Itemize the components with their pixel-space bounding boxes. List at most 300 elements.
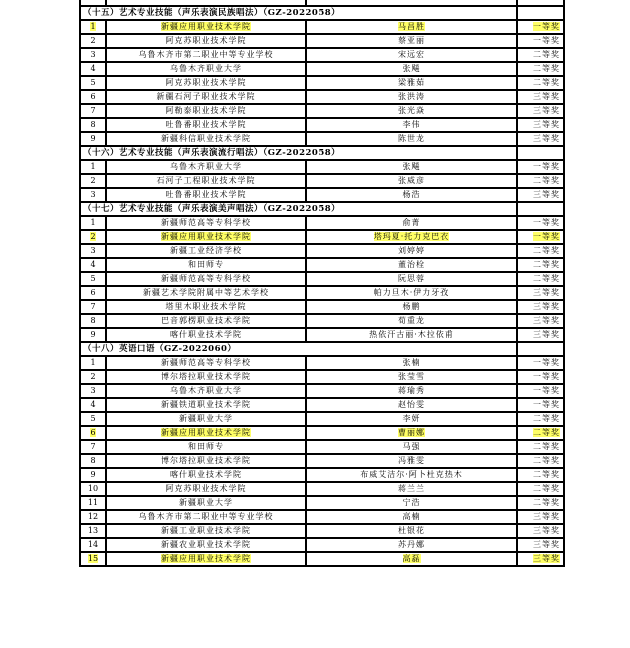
row-number-text: 3 xyxy=(90,190,96,199)
table-row xyxy=(80,20,564,34)
row-number xyxy=(80,104,106,118)
table-row xyxy=(80,174,564,188)
table-row xyxy=(80,412,564,426)
school-name xyxy=(106,370,306,384)
school-name-text: 新疆应用职业技术学院 xyxy=(161,428,251,437)
school-name-text: 博尔塔拉职业技术学院 xyxy=(161,456,251,465)
contestant-name xyxy=(306,524,517,538)
school-name-text: 新疆应用职业技术学院 xyxy=(161,22,251,31)
award-level-text: 一等奖 xyxy=(533,232,560,241)
award-level-text: 三等奖 xyxy=(533,92,560,101)
row-number-text: 6 xyxy=(90,428,96,437)
table-row xyxy=(80,258,564,272)
contestant-name-text: 蒋瑜秀 xyxy=(398,386,425,395)
row-number-text: 5 xyxy=(90,78,96,87)
school-name xyxy=(106,34,306,48)
row-number xyxy=(80,314,106,328)
award-level-text: 二等奖 xyxy=(533,442,560,451)
award-level xyxy=(517,510,564,524)
row-number-text: 3 xyxy=(90,50,96,59)
contestant-name-text: 杜银花 xyxy=(398,526,425,535)
contestant-name xyxy=(306,160,517,174)
table-row xyxy=(80,34,564,48)
contestant-name xyxy=(306,454,517,468)
award-level-text: 一等奖 xyxy=(533,218,560,227)
school-name-text: 新疆农业职业技术学院 xyxy=(161,540,251,549)
row-number-text: 8 xyxy=(90,120,96,129)
table-row xyxy=(80,272,564,286)
contestant-name xyxy=(306,356,517,370)
row-number xyxy=(80,440,106,454)
contestant-name-text: 宋远宏 xyxy=(398,50,425,59)
award-level-text: 二等奖 xyxy=(533,78,560,87)
award-level xyxy=(517,468,564,482)
award-level xyxy=(517,258,564,272)
row-number xyxy=(80,62,106,76)
row-number-text: 8 xyxy=(90,456,96,465)
school-name-text: 乌鲁木齐市第二职业中等专业学校 xyxy=(138,512,274,521)
school-name xyxy=(106,426,306,440)
school-name-text: 和田师专 xyxy=(188,442,224,451)
contestant-name xyxy=(306,384,517,398)
contestant-name xyxy=(306,510,517,524)
school-name-text: 阿克苏职业技术学院 xyxy=(165,36,247,45)
school-name xyxy=(106,454,306,468)
award-level-text: 二等奖 xyxy=(533,50,560,59)
school-name xyxy=(106,524,306,538)
school-name xyxy=(106,384,306,398)
award-level xyxy=(517,174,564,188)
school-name xyxy=(106,328,306,342)
school-name xyxy=(106,216,306,230)
section-header-row xyxy=(80,202,564,216)
row-number xyxy=(80,48,106,62)
award-level-text: 三等奖 xyxy=(533,540,560,549)
award-level-text: 三等奖 xyxy=(533,106,560,115)
row-number-text: 11 xyxy=(87,498,99,507)
row-number xyxy=(80,496,106,510)
school-name xyxy=(106,496,306,510)
table-row xyxy=(80,524,564,538)
row-number xyxy=(80,552,106,566)
contestant-name-text: 杨浩 xyxy=(402,190,421,199)
row-number-text: 1 xyxy=(90,358,96,367)
contestant-name-text: 蔡亚丽 xyxy=(398,36,425,45)
school-name-text: 塔里木职业技术学院 xyxy=(165,302,247,311)
section-header-row xyxy=(80,146,564,160)
award-level xyxy=(517,398,564,412)
contestant-name-text: 曹丽娜 xyxy=(398,428,425,437)
award-level xyxy=(517,384,564,398)
section-header-row xyxy=(80,342,564,356)
table-row xyxy=(80,300,564,314)
contestant-name-text: 宁浩 xyxy=(402,498,421,507)
table-row xyxy=(80,104,564,118)
school-name-text: 新疆科信职业技术学院 xyxy=(161,134,251,143)
school-name xyxy=(106,188,306,202)
table-row xyxy=(80,62,564,76)
award-level-text: 二等奖 xyxy=(533,456,560,465)
school-name xyxy=(106,160,306,174)
school-name xyxy=(106,48,306,62)
award-level xyxy=(517,328,564,342)
contestant-name xyxy=(306,34,517,48)
contestant-name-text: 李妍 xyxy=(402,414,421,423)
award-level xyxy=(517,356,564,370)
contestant-name-text: 马强 xyxy=(402,442,421,451)
contestant-name-text: 张洪涛 xyxy=(398,92,425,101)
contestant-name-text: 热依汗古丽·木拉依甫 xyxy=(369,330,454,339)
award-level xyxy=(517,440,564,454)
award-level-text: 一等奖 xyxy=(533,386,560,395)
contestant-name xyxy=(306,398,517,412)
school-name xyxy=(106,174,306,188)
contestant-name xyxy=(306,440,517,454)
row-number xyxy=(80,398,106,412)
table-row xyxy=(80,76,564,90)
row-number xyxy=(80,524,106,538)
row-number xyxy=(80,76,106,90)
table-row xyxy=(80,482,564,496)
contestant-name-text: 阮思蓉 xyxy=(398,274,425,283)
award-level-text: 一等奖 xyxy=(533,400,560,409)
award-level xyxy=(517,482,564,496)
school-name-text: 喀什职业技术学院 xyxy=(170,330,242,339)
award-level-text: 三等奖 xyxy=(533,330,560,339)
row-number-text: 10 xyxy=(87,484,99,493)
school-name xyxy=(106,132,306,146)
award-level-text: 三等奖 xyxy=(533,120,560,129)
section-award-blank xyxy=(517,202,564,216)
school-name xyxy=(106,356,306,370)
award-level xyxy=(517,552,564,566)
contestant-name xyxy=(306,552,517,566)
contestant-name xyxy=(306,538,517,552)
school-name xyxy=(106,510,306,524)
contestant-name xyxy=(306,328,517,342)
award-level-text: 二等奖 xyxy=(533,484,560,493)
award-level-text: 二等奖 xyxy=(533,246,560,255)
row-number xyxy=(80,160,106,174)
contestant-name-text: 马昌胜 xyxy=(398,22,425,31)
table-row xyxy=(80,132,564,146)
row-number-text: 1 xyxy=(90,162,96,171)
school-name-text: 喀什职业技术学院 xyxy=(170,470,242,479)
contestant-name xyxy=(306,272,517,286)
table-row xyxy=(80,426,564,440)
row-number-text: 6 xyxy=(90,288,96,297)
award-level xyxy=(517,412,564,426)
school-name-text: 阿克苏职业技术学院 xyxy=(165,484,247,493)
school-name-text: 和田师专 xyxy=(188,260,224,269)
award-level xyxy=(517,496,564,510)
row-number xyxy=(80,216,106,230)
row-number xyxy=(80,90,106,104)
row-number xyxy=(80,538,106,552)
award-level-text: 一等奖 xyxy=(533,36,560,45)
table-row xyxy=(80,356,564,370)
contestant-name xyxy=(306,314,517,328)
award-level xyxy=(517,90,564,104)
award-level xyxy=(517,216,564,230)
row-number-text: 14 xyxy=(87,540,99,549)
award-level-text: 三等奖 xyxy=(533,526,560,535)
school-name xyxy=(106,118,306,132)
award-level-text: 二等奖 xyxy=(533,64,560,73)
school-name xyxy=(106,300,306,314)
contestant-name xyxy=(306,48,517,62)
table-row xyxy=(80,468,564,482)
contestant-name xyxy=(306,496,517,510)
award-level-text: 三等奖 xyxy=(533,302,560,311)
school-name-text: 新疆应用职业技术学院 xyxy=(161,232,251,241)
school-name xyxy=(106,468,306,482)
contestant-name-text: 布威艾洁尔·阿卜杜克热木 xyxy=(360,470,463,479)
award-level-text: 三等奖 xyxy=(533,288,560,297)
school-name xyxy=(106,76,306,90)
award-level-text: 一等奖 xyxy=(533,162,560,171)
school-name-text: 乌鲁木齐职业大学 xyxy=(170,386,242,395)
table-row xyxy=(80,370,564,384)
row-number xyxy=(80,272,106,286)
school-name xyxy=(106,90,306,104)
row-number-text: 4 xyxy=(90,260,96,269)
table-row xyxy=(80,496,564,510)
award-level xyxy=(517,244,564,258)
contestant-name xyxy=(306,132,517,146)
row-number xyxy=(80,426,106,440)
contestant-name xyxy=(306,188,517,202)
row-number xyxy=(80,188,106,202)
contestant-name xyxy=(306,482,517,496)
school-name xyxy=(106,538,306,552)
school-name-text: 石河子工程职业技术学院 xyxy=(156,176,256,185)
row-number xyxy=(80,174,106,188)
contestant-name-text: 帕力旦木·伊力牙孜 xyxy=(373,288,450,297)
school-name-text: 新疆师范高等专科学校 xyxy=(161,358,251,367)
table-row xyxy=(80,454,564,468)
award-level xyxy=(517,34,564,48)
contestant-name xyxy=(306,104,517,118)
school-name-text: 新疆工业职业技术学院 xyxy=(161,526,251,535)
section-award-blank xyxy=(517,146,564,160)
award-level xyxy=(517,524,564,538)
table-row xyxy=(80,440,564,454)
school-name-text: 新疆职业大学 xyxy=(179,498,233,507)
table-row xyxy=(80,90,564,104)
row-number xyxy=(80,230,106,244)
award-level-text: 一等奖 xyxy=(533,372,560,381)
row-number-text: 2 xyxy=(90,232,96,241)
contestant-name-text: 张威彦 xyxy=(398,176,425,185)
award-level-text: 二等奖 xyxy=(533,260,560,269)
row-number-text: 6 xyxy=(90,92,96,101)
school-name xyxy=(106,440,306,454)
school-name xyxy=(106,258,306,272)
row-number xyxy=(80,258,106,272)
award-level-text: 三等奖 xyxy=(533,512,560,521)
row-number xyxy=(80,118,106,132)
award-level xyxy=(517,118,564,132)
award-level xyxy=(517,426,564,440)
section-award-blank xyxy=(517,6,564,20)
award-level-text: 三等奖 xyxy=(533,554,560,563)
table-row xyxy=(80,384,564,398)
row-number-text: 7 xyxy=(90,106,96,115)
school-name-text: 乌鲁木齐职业大学 xyxy=(170,64,242,73)
school-name xyxy=(106,62,306,76)
award-level xyxy=(517,48,564,62)
award-level-text: 二等奖 xyxy=(533,414,560,423)
row-number-text: 4 xyxy=(90,400,96,409)
award-level xyxy=(517,62,564,76)
contestant-name-text: 赵怡雯 xyxy=(398,400,425,409)
row-number xyxy=(80,454,106,468)
row-number xyxy=(80,132,106,146)
contestant-name xyxy=(306,62,517,76)
award-level xyxy=(517,370,564,384)
school-name xyxy=(106,272,306,286)
contestant-name xyxy=(306,426,517,440)
row-number-text: 8 xyxy=(90,316,96,325)
contestant-name-text: 梁雅茹 xyxy=(398,78,425,87)
award-level-text: 二等奖 xyxy=(533,498,560,507)
contestant-name xyxy=(306,20,517,34)
award-level xyxy=(517,160,564,174)
award-level-text: 一等奖 xyxy=(533,22,560,31)
table-row xyxy=(80,314,564,328)
row-number-text: 13 xyxy=(87,526,99,535)
row-number-text: 9 xyxy=(90,470,96,479)
row-number-text: 5 xyxy=(90,274,96,283)
table-row xyxy=(80,286,564,300)
table-row xyxy=(80,538,564,552)
award-level xyxy=(517,272,564,286)
school-name-text: 新疆铁道职业技术学院 xyxy=(161,400,251,409)
school-name-text: 乌鲁木齐市第二职业中等专业学校 xyxy=(138,50,274,59)
contestant-name xyxy=(306,244,517,258)
award-level xyxy=(517,20,564,34)
section-title: （十六）艺术专业技能（声乐表演流行唱法）（GZ-2022058） xyxy=(80,146,517,160)
table-row xyxy=(80,244,564,258)
row-number-text: 2 xyxy=(90,36,96,45)
table-row xyxy=(80,48,564,62)
row-number-text: 2 xyxy=(90,372,96,381)
contestant-name xyxy=(306,286,517,300)
row-number-text: 15 xyxy=(87,554,99,563)
award-level xyxy=(517,300,564,314)
award-level xyxy=(517,132,564,146)
contestant-name-text: 陈世龙 xyxy=(398,134,425,143)
school-name-text: 阿勒泰职业技术学院 xyxy=(165,106,247,115)
row-number xyxy=(80,34,106,48)
award-level-text: 三等奖 xyxy=(533,134,560,143)
school-name xyxy=(106,20,306,34)
school-name-text: 新疆师范高等专科学校 xyxy=(161,218,251,227)
contestant-name-text: 荀重龙 xyxy=(398,316,425,325)
school-name-text: 新疆石河子职业技术学院 xyxy=(156,92,256,101)
award-level xyxy=(517,104,564,118)
school-name-text: 新疆艺术学院附属中等艺术学校 xyxy=(143,288,269,297)
award-level-text: 三等奖 xyxy=(533,316,560,325)
contestant-name xyxy=(306,300,517,314)
school-name-text: 博尔塔拉职业技术学院 xyxy=(161,372,251,381)
row-number-text: 5 xyxy=(90,414,96,423)
section-award-blank xyxy=(517,342,564,356)
row-number-text: 9 xyxy=(90,330,96,339)
row-number xyxy=(80,510,106,524)
award-level xyxy=(517,314,564,328)
row-number-text: 3 xyxy=(90,386,96,395)
row-number xyxy=(80,370,106,384)
award-level xyxy=(517,454,564,468)
table-row xyxy=(80,328,564,342)
contestant-name xyxy=(306,216,517,230)
contestant-name xyxy=(306,90,517,104)
school-name xyxy=(106,286,306,300)
school-name xyxy=(106,244,306,258)
section-title: （十五）艺术专业技能（声乐表演民族唱法）（GZ-2022058） xyxy=(80,6,517,20)
award-level-text: 二等奖 xyxy=(533,176,560,185)
section-title: （十八）英语口语（GZ-2022060） xyxy=(80,342,517,356)
row-number xyxy=(80,412,106,426)
row-number-text: 1 xyxy=(90,22,96,31)
school-name xyxy=(106,314,306,328)
school-name-text: 新疆应用职业技术学院 xyxy=(161,554,251,563)
award-level-text: 二等奖 xyxy=(533,470,560,479)
contestant-name xyxy=(306,118,517,132)
contestant-name xyxy=(306,174,517,188)
school-name-text: 新疆职业大学 xyxy=(179,414,233,423)
contestant-name-text: 苏丹娜 xyxy=(398,540,425,549)
school-name-text: 乌鲁木齐职业大学 xyxy=(170,162,242,171)
school-name-text: 吐鲁番职业技术学院 xyxy=(165,120,247,129)
award-level xyxy=(517,230,564,244)
contestant-name xyxy=(306,230,517,244)
school-name xyxy=(106,230,306,244)
contestant-name-text: 张飚 xyxy=(402,64,421,73)
award-level xyxy=(517,188,564,202)
contestant-name-text: 张楠 xyxy=(402,358,421,367)
contestant-name-text: 高磊 xyxy=(402,554,421,563)
school-name xyxy=(106,482,306,496)
school-name xyxy=(106,104,306,118)
contestant-name-text: 高楠 xyxy=(402,512,421,521)
contestant-name-text: 杨鹏 xyxy=(402,302,421,311)
row-number xyxy=(80,300,106,314)
row-number xyxy=(80,356,106,370)
section-header-row xyxy=(80,6,564,20)
row-number xyxy=(80,286,106,300)
school-name xyxy=(106,552,306,566)
row-number-text: 2 xyxy=(90,176,96,185)
award-level-text: 一等奖 xyxy=(533,358,560,367)
row-number xyxy=(80,244,106,258)
award-level-text: 三等奖 xyxy=(533,190,560,199)
award-table xyxy=(79,0,565,567)
contestant-name xyxy=(306,370,517,384)
award-level-text: 二等奖 xyxy=(533,428,560,437)
contestant-name-text: 董治栓 xyxy=(398,260,425,269)
school-name-text: 吐鲁番职业技术学院 xyxy=(165,190,247,199)
table-row xyxy=(80,230,564,244)
school-name-text: 阿克苏职业技术学院 xyxy=(165,78,247,87)
row-number-text: 7 xyxy=(90,302,96,311)
table-row xyxy=(80,552,564,566)
contestant-name xyxy=(306,412,517,426)
contestant-name xyxy=(306,468,517,482)
school-name-text: 新疆师范高等专科学校 xyxy=(161,274,251,283)
